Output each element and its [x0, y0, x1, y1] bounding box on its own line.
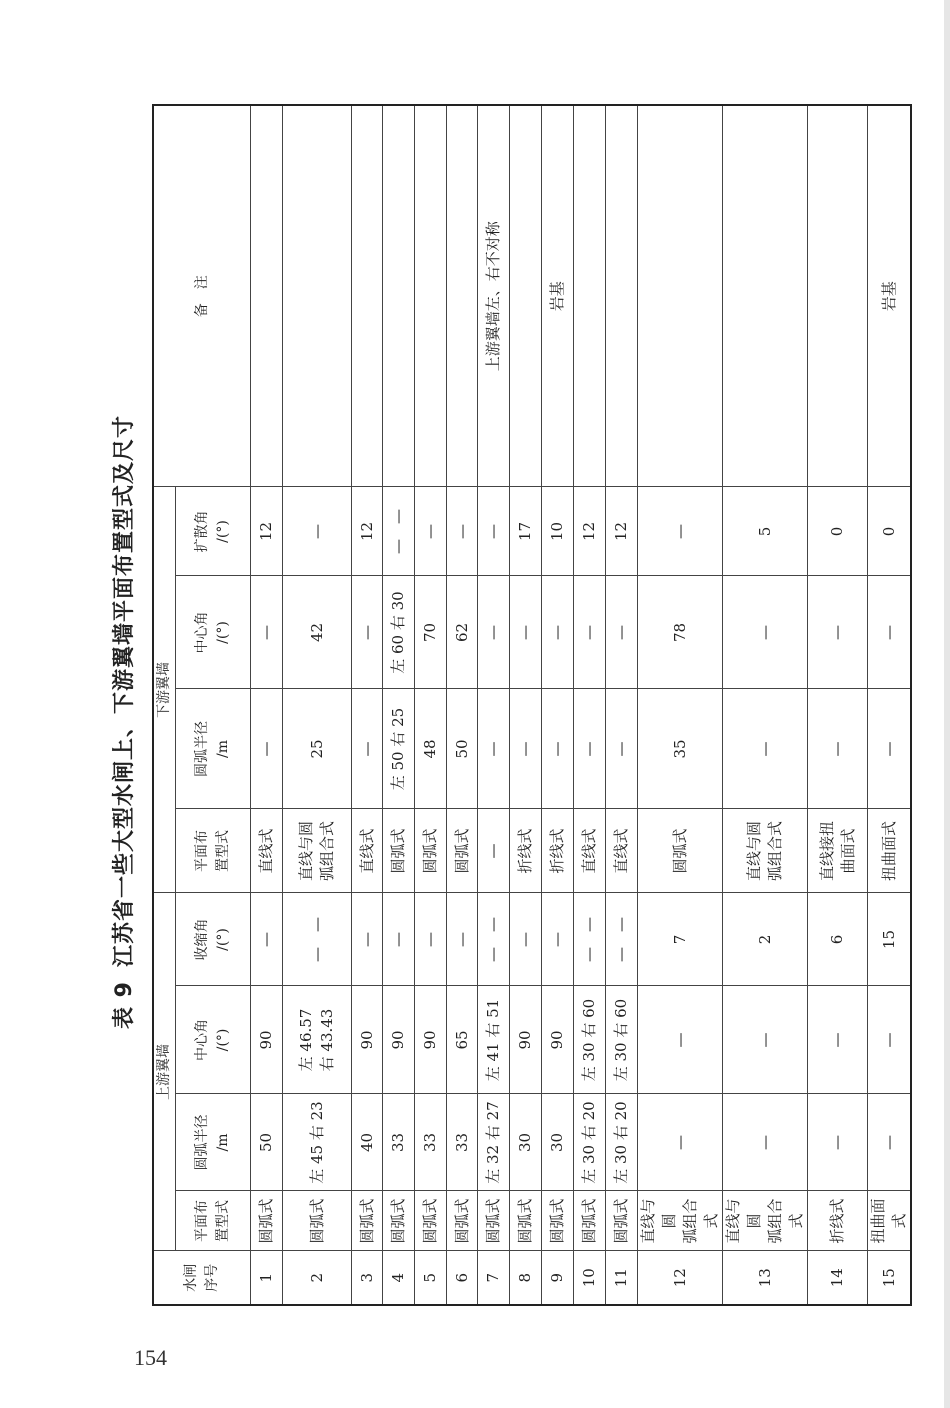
cell-up-central-angle: 90 — [510, 986, 542, 1094]
cell-down-central-angle: — — [868, 576, 912, 689]
cell-down-diffusion-angle: — — [283, 487, 352, 576]
cell-up-central-angle: 65 — [447, 986, 478, 1094]
cell-remark: 岩基 — [542, 105, 574, 487]
cell-remark — [283, 105, 352, 487]
table-row — [283, 105, 352, 1305]
cell-no: 14 — [808, 1251, 868, 1305]
header-down-central-angle: 中心角 /(°) — [176, 576, 251, 689]
table-row — [638, 105, 723, 1305]
cell-up-layout: 圆弧式 — [383, 1191, 415, 1251]
cell-up-layout: 圆弧式 — [510, 1191, 542, 1251]
cell-up-contraction-angle: 2 — [723, 893, 808, 986]
cell-remark — [574, 105, 606, 487]
cell-down-layout: 圆弧式 — [415, 809, 447, 893]
cell-down-radius: — — [510, 689, 542, 809]
table-row — [808, 105, 868, 1305]
cell-remark — [383, 105, 415, 487]
cell-down-radius: — — [251, 689, 283, 809]
cell-up-central-angle: — — [638, 986, 723, 1094]
sluice-wingwall-table — [152, 104, 912, 1306]
cell-remark — [638, 105, 723, 487]
cell-down-layout: 圆弧式 — [383, 809, 415, 893]
cell-up-layout: 圆弧式 — [251, 1191, 283, 1251]
cell-down-layout: 直线式 — [352, 809, 383, 893]
header-up-layout: 平面布 置型式 — [176, 1191, 251, 1251]
cell-down-diffusion-angle: 17 — [510, 487, 542, 576]
cell-up-contraction-angle: 6 — [808, 893, 868, 986]
cell-down-radius: — — [808, 689, 868, 809]
table-row — [510, 105, 542, 1305]
cell-remark — [510, 105, 542, 487]
cell-no: 7 — [478, 1251, 510, 1305]
cell-up-layout: 扭曲面式 — [868, 1191, 912, 1251]
cell-up-radius: — — [638, 1094, 723, 1191]
cell-down-radius: 48 — [415, 689, 447, 809]
cell-remark — [808, 105, 868, 487]
cell-down-layout: 直线式 — [251, 809, 283, 893]
cell-down-radius: 50 — [447, 689, 478, 809]
cell-up-radius: 33 — [447, 1094, 478, 1191]
cell-up-layout: 圆弧式 — [542, 1191, 574, 1251]
cell-down-layout: 折线式 — [542, 809, 574, 893]
cell-up-contraction-angle: — — [510, 893, 542, 986]
table-row — [542, 105, 574, 1305]
header-sluice-no: 水闸 序号 — [153, 1251, 251, 1305]
header-downstream-wingwall: 下游翼墙 — [153, 487, 176, 893]
cell-up-contraction-angle: — — [383, 893, 415, 986]
cell-up-radius: 左 32 右 27 — [478, 1094, 510, 1191]
cell-up-central-angle: 90 — [383, 986, 415, 1094]
cell-no: 13 — [723, 1251, 808, 1305]
cell-up-radius: 30 — [510, 1094, 542, 1191]
cell-down-layout: 直线式 — [606, 809, 638, 893]
cell-remark: 岩基 — [868, 105, 912, 487]
cell-down-layout: — — [478, 809, 510, 893]
cell-down-diffusion-angle: — — [478, 487, 510, 576]
cell-down-radius: 25 — [283, 689, 352, 809]
cell-up-contraction-angle: — — [352, 893, 383, 986]
cell-down-radius: — — [478, 689, 510, 809]
cell-down-central-angle: — — [542, 576, 574, 689]
cell-up-layout: 直线与圆 弧组合式 — [638, 1191, 723, 1251]
cell-remark — [352, 105, 383, 487]
cell-up-radius: 左 30 右 20 — [574, 1094, 606, 1191]
cell-no: 8 — [510, 1251, 542, 1305]
cell-down-layout: 圆弧式 — [638, 809, 723, 893]
cell-up-radius: — — [808, 1094, 868, 1191]
cell-up-layout: 圆弧式 — [606, 1191, 638, 1251]
cell-down-central-angle: 70 — [415, 576, 447, 689]
cell-up-radius: 左 45 右 23 — [283, 1094, 352, 1191]
cell-no: 12 — [638, 1251, 723, 1305]
cell-up-layout: 圆弧式 — [574, 1191, 606, 1251]
cell-up-central-angle: 左 30 右 60 — [606, 986, 638, 1094]
table-row — [251, 105, 283, 1305]
table-row — [415, 105, 447, 1305]
table-row — [383, 105, 415, 1305]
cell-down-radius: — — [606, 689, 638, 809]
header-up-contraction-angle: 收缩角 /(°) — [176, 893, 251, 986]
cell-remark — [723, 105, 808, 487]
table-title-text: 江苏省一些大型水闸上、下游翼墙平面布置型式及尺寸 — [112, 415, 137, 968]
cell-down-central-angle: — — [352, 576, 383, 689]
cell-remark — [251, 105, 283, 487]
cell-down-diffusion-angle: — — — [383, 487, 415, 576]
cell-up-central-angle: — — [868, 986, 912, 1094]
header-remark: 备 注 — [153, 105, 251, 487]
cell-down-diffusion-angle: 12 — [574, 487, 606, 576]
cell-up-contraction-angle: — — [447, 893, 478, 986]
cell-up-central-angle: 左 46.57 右 43.43 — [283, 986, 352, 1094]
table-row — [723, 105, 808, 1305]
cell-down-radius: — — [868, 689, 912, 809]
cell-down-central-angle: — — [478, 576, 510, 689]
cell-up-central-angle: 90 — [415, 986, 447, 1094]
cell-down-layout: 直线接扭 曲面式 — [808, 809, 868, 893]
cell-up-contraction-angle: — — [415, 893, 447, 986]
page-number: 154 — [134, 1345, 167, 1370]
cell-down-central-angle: — — [574, 576, 606, 689]
cell-up-central-angle: 90 — [542, 986, 574, 1094]
cell-up-contraction-angle: — — — [574, 893, 606, 986]
table-row — [352, 105, 383, 1305]
header-down-diffusion-angle: 扩散角 /(°) — [176, 487, 251, 576]
cell-down-diffusion-angle: 0 — [868, 487, 912, 576]
cell-down-central-angle: 78 — [638, 576, 723, 689]
cell-down-central-angle: — — [510, 576, 542, 689]
rotated-table-container — [100, 100, 908, 1330]
header-up-radius: 圆弧半径 /m — [176, 1094, 251, 1191]
cell-down-diffusion-angle: — — [447, 487, 478, 576]
cell-up-central-angle: 90 — [352, 986, 383, 1094]
table-row — [868, 105, 912, 1305]
cell-no: 3 — [352, 1251, 383, 1305]
table-row — [606, 105, 638, 1305]
cell-no: 4 — [383, 1251, 415, 1305]
header-upstream-wingwall: 上游翼墙 — [153, 893, 176, 1251]
cell-down-diffusion-angle: 12 — [352, 487, 383, 576]
header-down-radius: 圆弧半径 /m — [176, 689, 251, 809]
cell-down-layout: 折线式 — [510, 809, 542, 893]
cell-up-contraction-angle: — — — [478, 893, 510, 986]
cell-down-diffusion-angle: 12 — [251, 487, 283, 576]
cell-down-radius: — — [542, 689, 574, 809]
cell-down-layout: 圆弧式 — [447, 809, 478, 893]
cell-down-radius: 35 — [638, 689, 723, 809]
cell-down-diffusion-angle: 10 — [542, 487, 574, 576]
cell-down-central-angle: — — [251, 576, 283, 689]
cell-down-layout: 直线式 — [574, 809, 606, 893]
cell-no: 10 — [574, 1251, 606, 1305]
cell-up-central-angle: — — [723, 986, 808, 1094]
cell-up-central-angle: 90 — [251, 986, 283, 1094]
cell-down-diffusion-angle: 0 — [808, 487, 868, 576]
cell-up-central-angle: 左 41 右 51 — [478, 986, 510, 1094]
cell-up-radius: 50 — [251, 1094, 283, 1191]
cell-up-contraction-angle: 15 — [868, 893, 912, 986]
cell-down-diffusion-angle: 5 — [723, 487, 808, 576]
cell-down-central-angle: 左 60 右 30 — [383, 576, 415, 689]
cell-no: 2 — [283, 1251, 352, 1305]
cell-remark — [415, 105, 447, 487]
cell-up-radius: 33 — [383, 1094, 415, 1191]
table-row — [447, 105, 478, 1305]
cell-up-contraction-angle: — — — [283, 893, 352, 986]
cell-up-radius: — — [868, 1094, 912, 1191]
cell-no: 6 — [447, 1251, 478, 1305]
cell-no: 1 — [251, 1251, 283, 1305]
cell-up-contraction-angle: — — — [606, 893, 638, 986]
cell-up-contraction-angle: — — [251, 893, 283, 986]
cell-down-layout: 直线与圆 弧组合式 — [283, 809, 352, 893]
table-row — [478, 105, 510, 1305]
cell-up-radius: 40 — [352, 1094, 383, 1191]
table-row — [574, 105, 606, 1305]
cell-up-radius: 33 — [415, 1094, 447, 1191]
cell-up-layout: 圆弧式 — [283, 1191, 352, 1251]
cell-no: 5 — [415, 1251, 447, 1305]
cell-down-radius: — — [352, 689, 383, 809]
cell-down-diffusion-angle: — — [638, 487, 723, 576]
cell-no: 9 — [542, 1251, 574, 1305]
cell-up-radius: — — [723, 1094, 808, 1191]
cell-down-central-angle: — — [606, 576, 638, 689]
cell-up-contraction-angle: 7 — [638, 893, 723, 986]
cell-up-layout: 直线与圆 弧组合式 — [723, 1191, 808, 1251]
cell-up-central-angle: 左 30 右 60 — [574, 986, 606, 1094]
cell-up-radius: 左 30 右 20 — [606, 1094, 638, 1191]
cell-up-contraction-angle: — — [542, 893, 574, 986]
cell-remark — [447, 105, 478, 487]
cell-down-diffusion-angle: 12 — [606, 487, 638, 576]
cell-down-diffusion-angle: — — [415, 487, 447, 576]
cell-down-layout: 扭曲面式 — [868, 809, 912, 893]
cell-down-radius: — — [574, 689, 606, 809]
cell-down-layout: 直线与圆 弧组合式 — [723, 809, 808, 893]
cell-up-layout: 圆弧式 — [415, 1191, 447, 1251]
table-title-label: 表 9 — [112, 981, 137, 1029]
cell-up-layout: 圆弧式 — [447, 1191, 478, 1251]
cell-up-layout: 折线式 — [808, 1191, 868, 1251]
cell-down-central-angle: — — [723, 576, 808, 689]
cell-down-central-angle: 42 — [283, 576, 352, 689]
cell-down-radius: 左 50 右 25 — [383, 689, 415, 809]
cell-no: 11 — [606, 1251, 638, 1305]
cell-down-central-angle: — — [808, 576, 868, 689]
cell-down-central-angle: 62 — [447, 576, 478, 689]
cell-down-radius: — — [723, 689, 808, 809]
header-up-central-angle: 中心角 /(°) — [176, 986, 251, 1094]
cell-no: 15 — [868, 1251, 912, 1305]
header-down-layout: 平面布 置型式 — [176, 809, 251, 893]
cell-remark — [606, 105, 638, 487]
cell-up-layout: 圆弧式 — [352, 1191, 383, 1251]
cell-up-radius: 30 — [542, 1094, 574, 1191]
page-edge-shadow — [944, 0, 950, 1408]
table-title — [100, 100, 152, 1330]
cell-up-layout: 圆弧式 — [478, 1191, 510, 1251]
cell-up-central-angle: — — [808, 986, 868, 1094]
cell-remark: 上游翼墙左、右不对称 — [478, 105, 510, 487]
